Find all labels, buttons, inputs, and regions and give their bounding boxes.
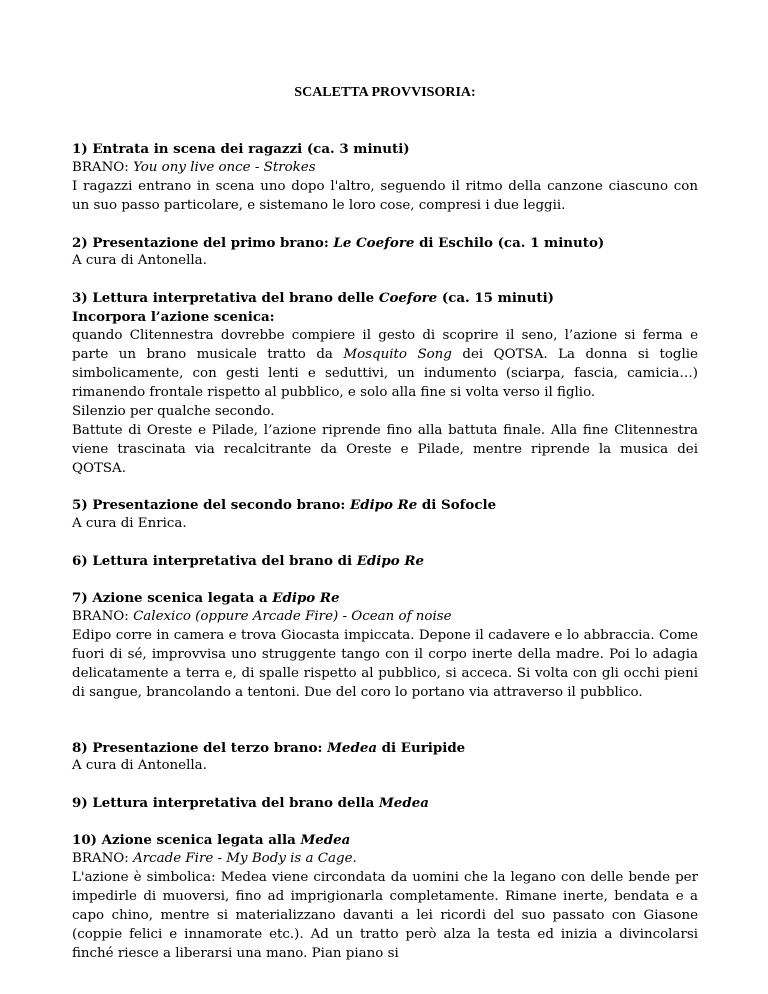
document-title: SCALETTA PROVVISORIA: (294, 85, 476, 100)
section-7 (72, 589, 698, 702)
section-body: A cura di Antonella. (72, 758, 207, 774)
section-heading: 3) Lettura interpretativa del brano delle Coefore (ca. 15 minuti) (72, 290, 554, 307)
section-body: I ragazzi entrano in scena uno dopo l'altro, seguendo il ritmo della canzone ciascuno con un suo passo particolare, e sistemano le loro cose, compresi i due leggii. (72, 178, 698, 213)
section-subheading: Incorpora l’azione scenica: (72, 309, 275, 326)
section-heading: 2) Presentazione del primo brano: Le Coefore di Eschilo (ca. 1 minuto) (72, 234, 605, 251)
section-6 (72, 552, 698, 571)
section-body: L'azione è simbolica: Medea viene circondata da uomini che la legano con delle bende per impedirle di muoversi, fino ad imprigionarla completamente. Rimane inerte, bendata e a capo chino, mentre si materializzano davanti a lei ricordi del suo passato con Giasone (coppie felici e innamorate etc.). Ad un tratto però alza la testa ed inizia a divincolarsi finché riesce a liberarsi una mano. Pian piano si (72, 870, 698, 961)
section-heading: 7) Azione scenica legata a Edipo Re (72, 590, 340, 607)
section-heading: 6) Lettura interpretativa del brano di Edipo Re (72, 553, 424, 570)
brano-title: You ony live once - Strokes (133, 159, 316, 175)
section-heading: 8) Presentazione del terzo brano: Medea di Euripide (72, 739, 466, 756)
section-2 (72, 234, 698, 272)
section-heading: 5) Presentazione del secondo brano: Edipo Re di Sofocle (72, 497, 497, 514)
section-9 (72, 794, 698, 813)
brano-line: BRANO: Calexico (oppure Arcade Fire) - Ocean of noise (72, 609, 452, 625)
section-heading: 1) Entrata in scena dei ragazzi (ca. 3 minuti) (72, 140, 410, 157)
brano-title: Arcade Fire - My Body is a Cage. (133, 851, 357, 867)
section-body: quando Clitennestra dovrebbe compiere il gesto di scoprire il seno, l’azione si ferma e parte un brano musicale tratto da Mosquito Song dei QOTSA. La donna si toglie simbolicamente, con gesti lenti e seduttivi, un indumento (sciarpa, fascia, camicia…) rimanendo frontale rispetto al pubblico, e solo alla fine si volta verso il figlio. (72, 328, 698, 400)
brano-line: BRANO: You ony live once - Strokes (72, 159, 316, 175)
section-body-3: Battute di Oreste e Pilade, l’azione riprende fino alla battuta finale. Alla fine Clitennestra viene trascinata via recalcitrante da Oreste e Pilade, mentre riprende la musica dei QOTSA. (72, 422, 698, 476)
section-3 (72, 289, 698, 478)
section-body: Edipo corre in camera e trova Giocasta impiccata. Depone il cadavere e lo abbraccia. Come fuori di sé, improvvisa uno struggente tango con il corpo inerte della madre. Poi lo adagia delicatamente a terra e, di spalle rispetto al pubblico, si acceca. Si volta con gli occhi pieni di sangue, brancolando a tentoni. Due del coro lo portano via attraverso il pubblico. (72, 627, 698, 700)
section-8 (72, 739, 698, 777)
section-5 (72, 496, 698, 534)
section-10 (72, 831, 698, 963)
section-body-2: Silenzio per qualche secondo. (72, 403, 275, 419)
section-body: A cura di Enrica. (72, 516, 187, 532)
document-page (72, 84, 698, 982)
section-heading: 9) Lettura interpretativa del brano della Medea (72, 795, 429, 812)
brano-title: Calexico (oppure Arcade Fire) - Ocean of noise (133, 609, 452, 625)
section-1 (72, 140, 698, 216)
brano-line: BRANO: Arcade Fire - My Body is a Cage. (72, 851, 357, 867)
section-heading: 10) Azione scenica legata alla Medea (72, 832, 351, 849)
section-body: A cura di Antonella. (72, 253, 207, 269)
